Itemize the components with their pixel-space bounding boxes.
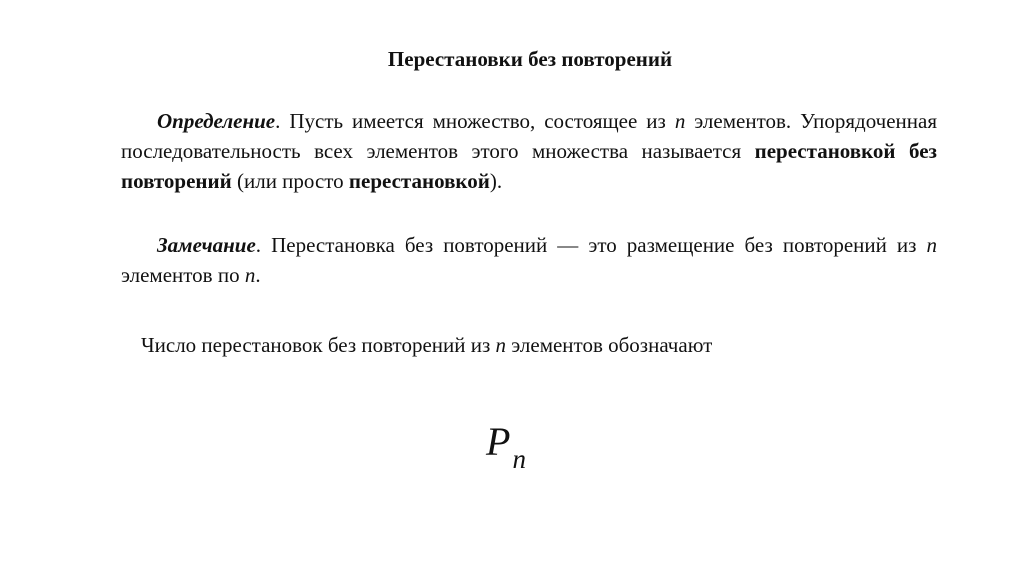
remark-text-1: . Перестановка без повторений — это размещение без повторений из — [255, 233, 927, 257]
definition-text-3: (или просто — [231, 169, 349, 193]
permutation-formula — [486, 418, 526, 474]
count-paragraph — [141, 330, 941, 360]
count-text-1: Число перестановок без повторений из — [141, 333, 496, 357]
formula-symbol: P — [486, 419, 511, 464]
remark-paragraph — [121, 230, 937, 290]
variable-n: n — [244, 263, 256, 287]
formula-subscript: n — [512, 444, 526, 474]
variable-n: n — [495, 333, 507, 357]
definition-paragraph — [121, 106, 937, 196]
remark-term: Замечание — [157, 233, 256, 257]
definition-bold-term-1: перестановкой без повторений — [121, 139, 937, 193]
definition-text-2: элементов. Упорядоченная последовательность всех элементов этого множества называется — [121, 109, 938, 163]
definition-term: Определение — [157, 109, 276, 133]
variable-n: n — [926, 233, 937, 257]
remark-text-2: элементов по — [121, 263, 245, 287]
definition-bold-term-2: перестановкой — [348, 169, 490, 193]
remark-text-3: . — [255, 263, 261, 287]
count-text-2: элементов обозначают — [506, 333, 713, 357]
definition-text-1: . Пусть имеется множество, состоящее из — [275, 109, 675, 133]
slide-title: Перестановки без повторений — [387, 47, 673, 71]
definition-text-4: ). — [489, 169, 503, 193]
variable-n: n — [674, 109, 686, 133]
